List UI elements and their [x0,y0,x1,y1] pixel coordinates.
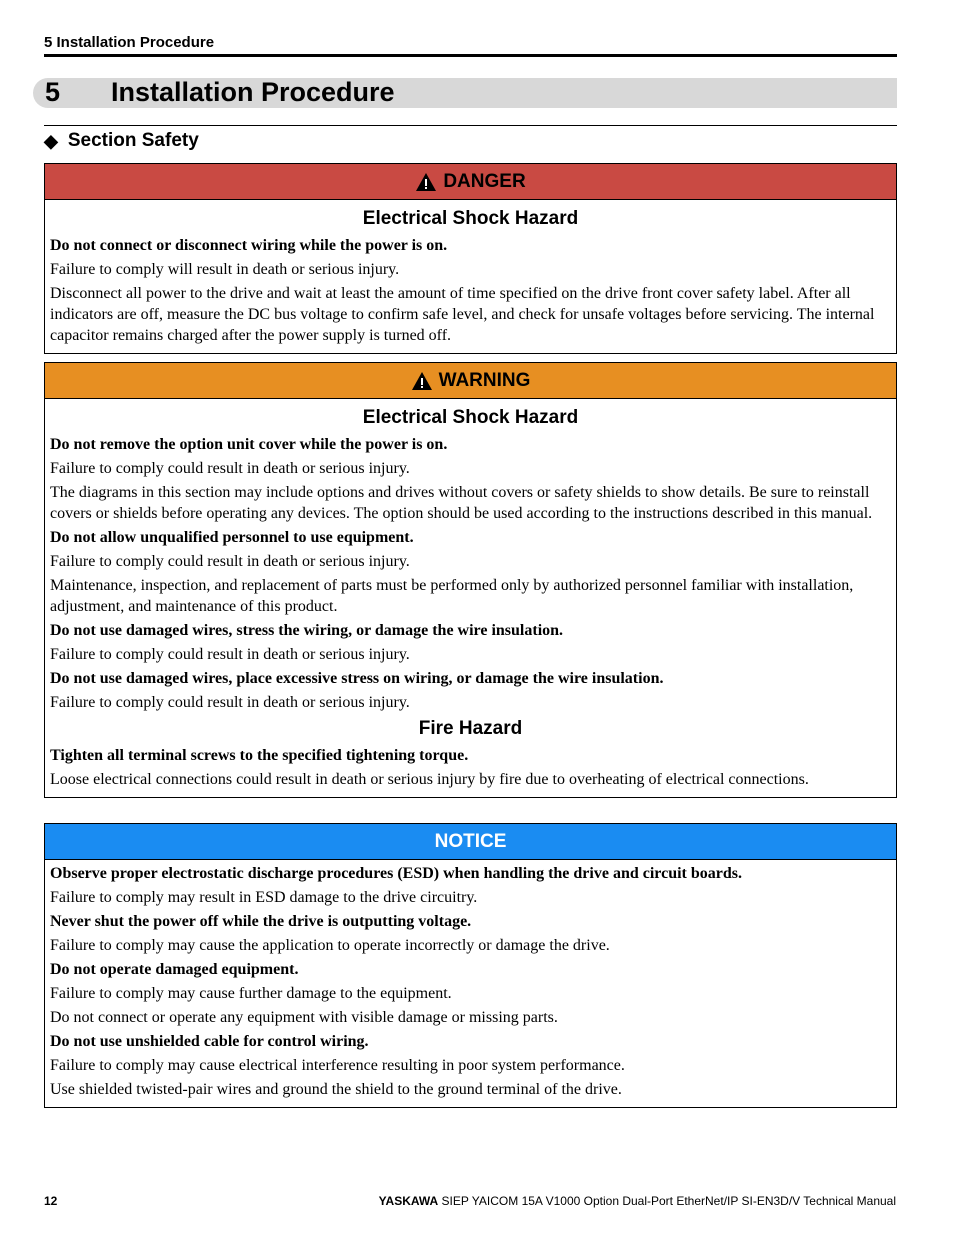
body-text: Failure to comply may cause electrical interference resulting in poor system performance. [50,1057,625,1074]
body-text: Do not connect or operate any equipment with visible damage or missing parts. [50,1009,558,1026]
hazard-title: Electrical Shock Hazard [362,407,579,428]
body-text: Use shielded twisted-pair wires and ground the shield to the ground terminal of the drive. [50,1081,622,1098]
hazard-title: Fire Hazard [418,718,523,739]
section-title: Section Safety [67,130,199,151]
instruction-text: Tighten all terminal screws to the specified tightening torque. [50,747,469,764]
danger-paragraphs [50,235,891,346]
page-number: 12 [44,1194,58,1208]
instruction-text: Do not allow unqualified personnel to use equipment. [50,529,414,546]
instruction-text: Do not use damaged wires, stress the wiring, or damage the wire insulation. [50,622,564,639]
instruction-text: Do not use unshielded cable for control wiring. [50,1033,369,1050]
body-text: The diagrams in this section may include options and drives without covers or safety shields to show details. Be sure to reinstall covers or shields before operating any devices. The option should be used according to the instructions described in this manual. [50,484,873,522]
body-text: Failure to comply may result in ESD damage to the drive circuitry. [50,889,478,906]
warning-triangle-icon [411,371,433,391]
danger-header [45,164,896,200]
warning-triangle-icon [415,172,437,192]
instruction-text: Never shut the power off while the drive is outputting voltage. [50,913,472,930]
notice-box [44,823,897,1108]
header-rule [44,54,897,57]
body-text: Failure to comply may cause the application to operate incorrectly or damage the drive. [50,937,610,954]
chapter-number: 5 [45,77,61,107]
chapter-title: Installation Procedure [111,77,395,107]
notice-paragraphs [50,863,891,1100]
instruction-text: Do not use damaged wires, place excessive stress on wiring, or damage the wire insulation. [50,670,664,687]
body-text: Disconnect all power to the drive and wait at least the amount of time specified on the drive front cover safety label. After all indicators are off, measure the DC bus voltage to confirm safe level, and check for unsafe voltages before servicing. The internal capacitor remains charged after the power supply is turned off. [50,285,875,344]
warning-label: WARNING [438,369,531,391]
section-rule [44,125,897,126]
notice-header [45,824,896,860]
warning-header [45,363,896,399]
body-text: Failure to comply could result in death or serious injury. [50,646,410,663]
instruction-text: Do not connect or disconnect wiring while the power is on. [50,237,448,254]
instruction-text: Do not remove the option unit cover while the power is on. [50,436,448,453]
body-text: Failure to comply could result in death or serious injury. [50,553,410,570]
running-header: 5 Installation Procedure [44,34,215,51]
body-text: Loose electrical connections could result in death or serious injury by fire due to overheating of electrical connections. [50,771,809,788]
footer-text [379,1194,896,1208]
footer-brand: YASKAWA [378,1194,439,1208]
diamond-icon: ◆ [44,130,58,151]
body-text: Failure to comply will result in death or serious injury. [50,261,400,278]
body-text: Failure to comply could result in death or serious injury. [50,460,410,477]
chapter-heading [33,78,897,108]
hazard-title: Electrical Shock Hazard [362,208,579,229]
section-heading [44,130,199,152]
instruction-text: Observe proper electrostatic discharge procedures (ESD) when handling the drive and circuit boards. [50,865,742,882]
danger-box [44,163,897,354]
body-text: Failure to comply could result in death or serious injury. [50,694,410,711]
danger-label: DANGER [443,170,526,192]
body-text: Maintenance, inspection, and replacement of parts must be performed only by authorized personnel familiar with installation, adjustment, and maintenance of this product. [50,577,854,615]
body-text: Failure to comply may cause further damage to the equipment. [50,985,452,1002]
warning-paragraphs-shock [50,434,891,713]
warning-box [44,362,897,798]
notice-label: NOTICE [434,830,507,852]
warning-paragraphs-fire [50,745,891,790]
instruction-text: Do not operate damaged equipment. [50,961,299,978]
footer-manual-title: SIEP YAICOM 15A V1000 Option Dual-Port EtherNet/IP SI-EN3D/V Technical Manual [441,1194,896,1208]
